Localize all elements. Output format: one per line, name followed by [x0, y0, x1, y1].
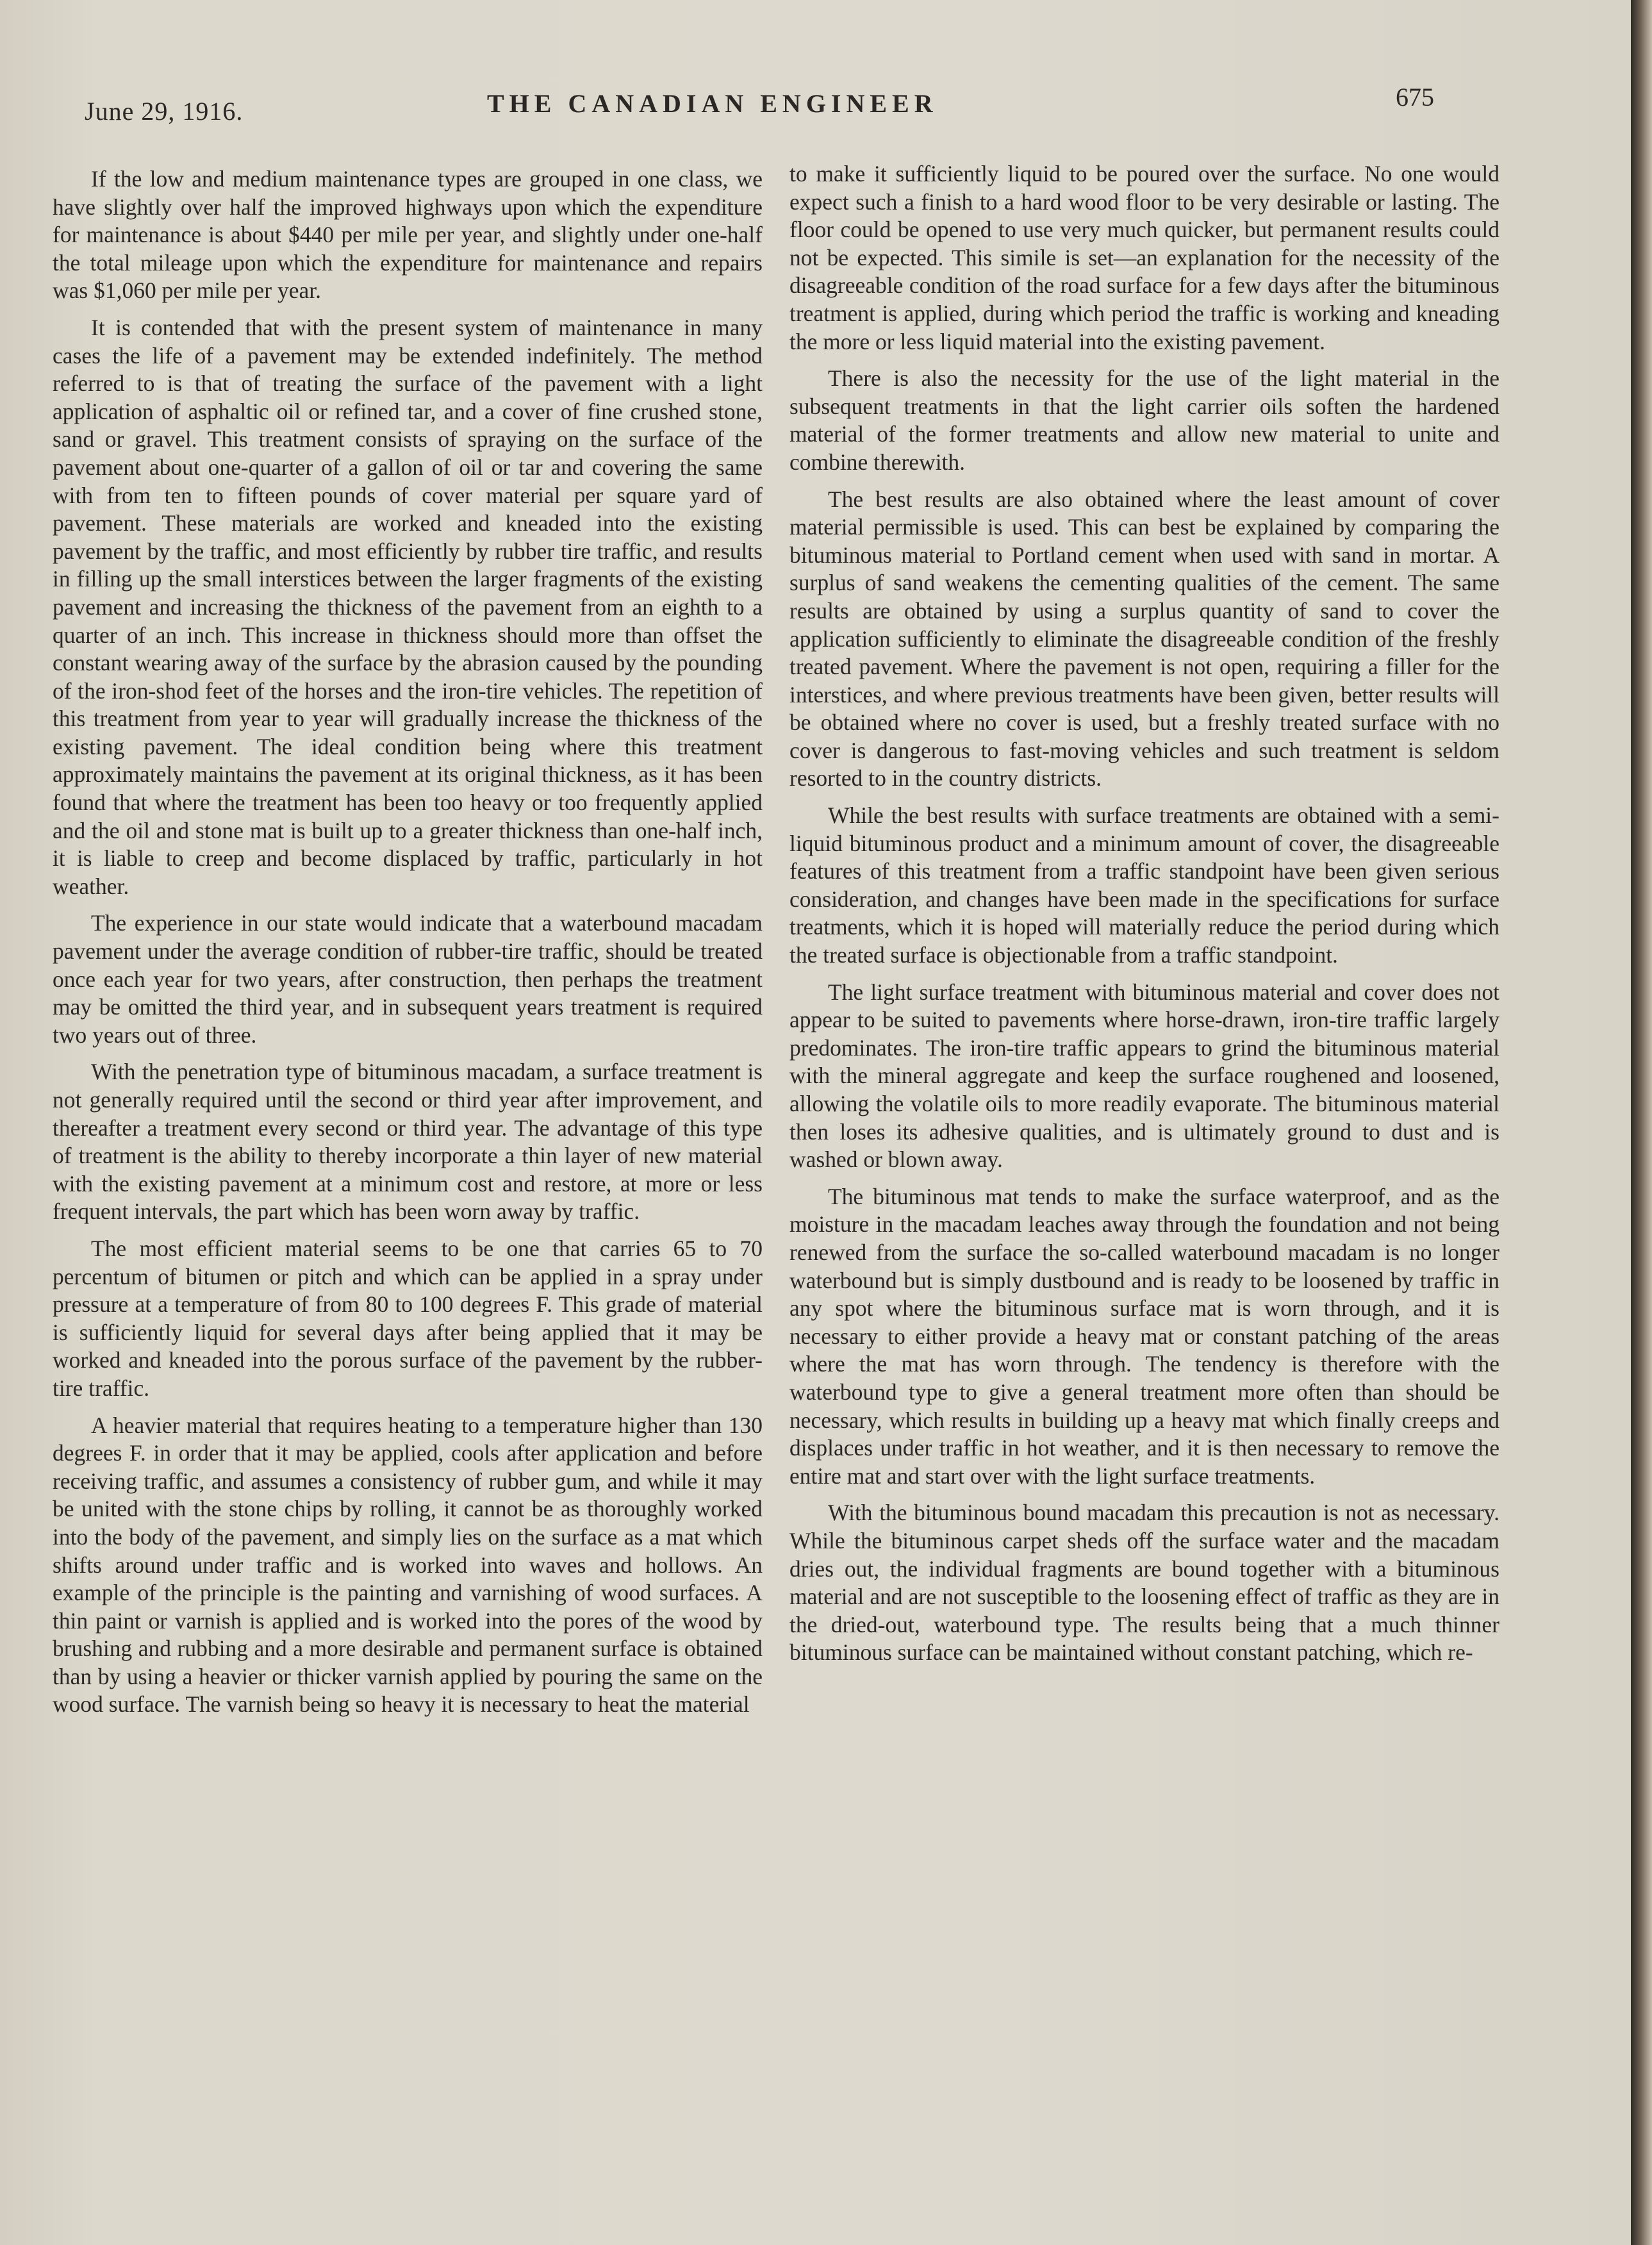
paragraph: A heavier material that requires heating to a temperature higher than 130 degrees F. in order that it may be applied, cools after application and before receiving traffic, and assumes a consistency of rubber gum, and while it may be united with the stone chips by rolling, it cannot be as thoroughly worked into the body of the pavement, and simply lies on the surface as a mat which shifts around under traffic and is worked into waves and hollows. An example of the principle is the painting and varnishing of wood surfaces. A thin paint or varnish is applied and is worked into the pores of the wood by brushing and rubbing and a more desirable and permanent surface is obtained than by using a heavier or thicker varnish applied by pouring the same on the wood surface. The varnish being so heavy it is necessary to heat the material [53, 1412, 763, 1718]
paragraph: The light surface treatment with bituminous material and cover does not appear to be suited to pavements where horse-drawn, iron-tire traffic largely predominates. The iron-tire traffic appears to grind the bituminous material with the mineral aggregate and keep the surface roughened and loosened, allowing the volatile oils to more readily evaporate. The bituminous material then loses its adhesive qualities, and is ultimately ground to dust and is washed or blown away. [789, 979, 1499, 1173]
paragraph: While the best results with surface treatments are obtained with a semi-liquid bituminous product and a minimum amount of cover, the disagreeable features of this treatment from a traffic standpoint have been given serious consideration, and changes have been made in the specifications for surface treatments, which it is hoped will materially reduce the period during which the treated surface is objectionable from a traffic standpoint. [789, 802, 1499, 968]
paragraph: The bituminous mat tends to make the surface waterproof, and as the moisture in the macadam leaches away through the foundation and not being renewed from the surface the so-called waterbound macadam is no longer waterbound but is simply dustbound and is ready to be loosened by traffic in any spot where the bituminous surface mat is worn through, and it is necessary to either provide a heavy mat or constant patching of the areas where the mat has worn through. The tendency is therefore with the waterbound type to give a general treatment more often than should be necessary, which results in building up a heavy mat which finally creeps and displaces under traffic in hot weather, and it is then necessary to remove the entire mat and start over with the light surface treatments. [789, 1183, 1499, 1489]
page-number: 675 [1396, 83, 1434, 112]
paragraph: With the bituminous bound macadam this precaution is not as necessary. While the bituminous carpet sheds off the surface water and the macadam dries out, the individual fragments are bound together with a bituminous material and are not susceptible to the loosening effect of traffic as they are in the dried-out, waterbound type. The results being that a much thinner bituminous surface can be maintained without constant patching, which re- [789, 1500, 1499, 1666]
paragraph: With the penetration type of bituminous macadam, a surface treatment is not generally required until the second or third year after improvement, and thereafter a treatment every second or third year. The advantage of this type of treatment is the ability to thereby incorporate a thin layer of new material with the existing pavement at a minimum cost and restore, at more or less frequent intervals, the part which has been worn away by traffic. [53, 1059, 763, 1225]
paragraph: If the low and medium maintenance types are grouped in one class, we have slightly over half the improved highways upon which the expenditure for maintenance is about $440 per mile per year, and slightly under one-half the total mileage upon which the expenditure for maintenance and repairs was $1,060 per mile per year. [53, 166, 763, 304]
journal-title: THE CANADIAN ENGINEER [487, 89, 938, 118]
paragraph: The best results are also obtained where the least amount of cover material permissible is used. This can best be explained by comparing the bituminous material to Portland cement when used with sand in mortar. A surplus of sand weakens the cementing qualities of the cement. The same results are obtained by using a surplus quantity of sand to cover the application sufficiently to eliminate the disagreeable condition of the freshly treated pavement. Where the pavement is not open, requiring a filler for the interstices, and where previous treatments have been given, better results will be obtained where no cover is used, but a freshly treated surface with no cover is dangerous to fast-moving vehicles and such treatment is seldom resorted to in the country districts. [789, 486, 1499, 791]
paragraph: The experience in our state would indicate that a waterbound macadam pavement under the average condition of rubber-tire traffic, should be treated once each year for two years, after construction, then perhaps the treatment may be omitted the third year, and in subsequent years treatment is required two years out of three. [53, 910, 763, 1048]
left-column [53, 165, 763, 1728]
paragraph-continued: to make it sufficiently liquid to be poured over the surface. No one would expect such a finish to a hard wood floor to be very desirable or lasting. The floor could be opened to use very much quicker, but permanent results could not be expected. This simile is set—an explanation for the necessity of the disagreeable condition of the road surface for a few days after the bituminous treatment is applied, during which period the traffic is working and kneading the more or less liquid material into the existing pavement. [789, 161, 1499, 354]
right-column [789, 160, 1499, 1676]
issue-date: June 29, 1916. [85, 97, 244, 126]
paragraph: It is contended that with the present system of maintenance in many cases the life of a pavement may be extended indefinitely. The method referred to is that of treating the surface of the pavement with a light application of asphaltic oil or refined tar, and a cover of fine crushed stone, sand or gravel. This treatment consists of spraying on the surface of the pavement about one-quarter of a gallon of oil or tar and covering the same with from ten to fifteen pounds of cover material per square yard of pavement. These materials are worked and kneaded into the existing pavement by the traffic, and most efficiently by rubber tire traffic, and results in filling up the small interstices between the larger fragments of the existing pavement and increasing the thickness of the pavement from an eighth to a quarter of an inch. This increase in thickness should more than offset the constant wearing away of the surface by the abrasion caused by the pounding of the iron-shod feet of the horses and the iron-tire vehicles. The repetition of this treatment from year to year will gradually increase the thickness of the existing pavement. The ideal condition being where this treatment approximately maintains the pavement at its original thickness, as it has been found that where the treatment has been too heavy or too frequently applied and the oil and stone mat is built up to a greater thickness than one-half inch, it is liable to creep and become displaced by traffic, particularly in hot weather. [53, 314, 763, 899]
page-edge [1631, 0, 1652, 2245]
page-header [0, 0, 1631, 141]
paragraph: There is also the necessity for the use of the light material in the subsequent treatments in that the light carrier oils soften the hardened material of the former treatments and allow new material to unite and combine therewith. [789, 365, 1499, 475]
paragraph: The most efficient material seems to be one that carries 65 to 70 percentum of bitumen or pitch and which can be applied in a spray under pressure at a temperature of from 80 to 100 degrees F. This grade of material is sufficiently liquid for several days after being applied that it may be worked and kneaded into the porous surface of the pavement by the rubber-tire traffic. [53, 1235, 763, 1401]
